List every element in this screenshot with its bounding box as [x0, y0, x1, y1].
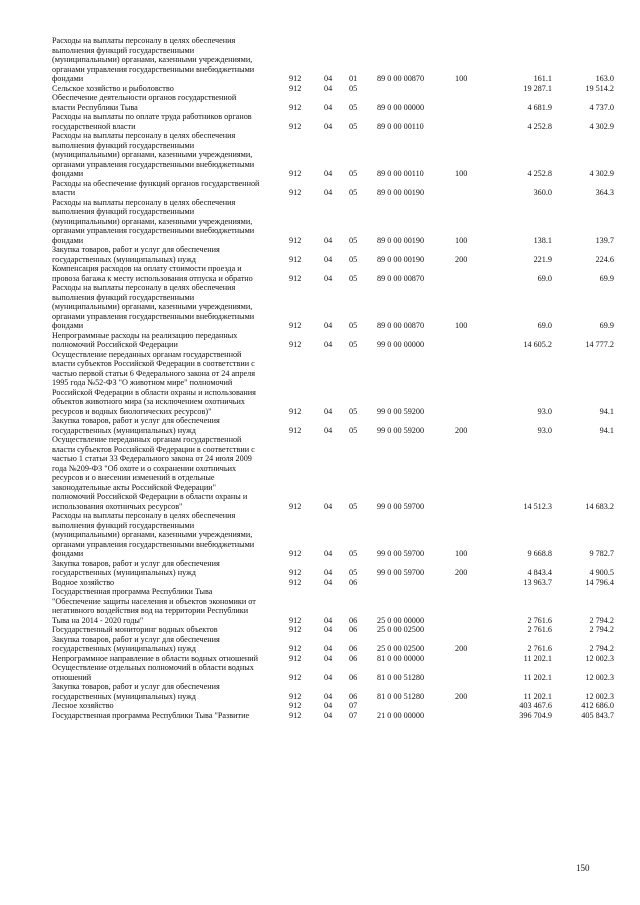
- table-row: [0, 587, 640, 625]
- section-code: 04: [324, 102, 333, 112]
- target-article-code: 89 0 00 00000: [377, 102, 425, 112]
- table-row: [0, 511, 640, 559]
- description-line: Осуществление переданных органам государственной: [52, 349, 242, 359]
- row-description: [52, 511, 280, 559]
- description-line: Расходы на выплаты персоналу в целях обеспечения: [52, 511, 236, 520]
- expense-type-code: 200: [455, 691, 468, 701]
- description-line: провоза багажа к месту использования отпуска и обратно: [52, 273, 253, 283]
- description-line: Закупка товаров, работ и услуг для обеспечения: [52, 245, 220, 254]
- table-row: [0, 350, 640, 417]
- table-row: [0, 179, 640, 198]
- description-line: Расходы на выплаты персоналу в целях обеспечения: [52, 36, 236, 45]
- grbs-code: 912: [289, 710, 302, 720]
- description-line: власти субъектов Российской Федерации в соответствии с: [52, 359, 255, 368]
- grbs-code: 912: [289, 340, 302, 349]
- section-code: 04: [324, 321, 333, 330]
- amount-year-2: 412 686.0: [581, 701, 614, 710]
- grbs-code: 912: [289, 83, 302, 93]
- target-article-code: 81 0 00 51280: [377, 691, 425, 701]
- row-description: [52, 635, 280, 654]
- amount-year-1: 360.0: [533, 188, 552, 197]
- table-row: [0, 283, 640, 331]
- table-row: [0, 36, 640, 84]
- description-line: Непрограммные расходы на реализацию переданных: [52, 330, 238, 340]
- amount-year-1: 4 252.8: [527, 169, 552, 178]
- table-row: [0, 663, 640, 682]
- grbs-code: 912: [289, 701, 302, 710]
- section-code: 04: [324, 710, 333, 720]
- expense-type-code: 200: [455, 568, 468, 577]
- subsection-code: 06: [349, 577, 358, 587]
- description-line: года №209-ФЗ "Об охоте и о сохранении охотничьих: [52, 463, 237, 473]
- description-line: (муниципальными) органами, казенными учреждениями,: [52, 302, 253, 311]
- table-row: [0, 416, 640, 435]
- subsection-code: 05: [349, 235, 358, 245]
- grbs-code: 912: [289, 653, 302, 663]
- row-description: [52, 701, 280, 711]
- amount-year-1: 93.0: [537, 406, 552, 416]
- subsection-code: 06: [349, 653, 358, 663]
- amount-year-2: 14 777.2: [585, 340, 614, 349]
- amount-year-1: 9 668.8: [527, 549, 552, 558]
- amount-year-2: 163.0: [595, 74, 614, 83]
- expense-type-code: 200: [455, 425, 468, 435]
- section-code: 04: [324, 501, 333, 511]
- section-code: 04: [324, 273, 333, 283]
- row-description: [52, 435, 280, 511]
- table-row: [0, 131, 640, 179]
- row-description: [52, 559, 280, 578]
- section-code: 04: [324, 672, 333, 682]
- expense-type-code: 200: [455, 644, 468, 653]
- target-article-code: 89 0 00 00110: [377, 121, 424, 131]
- subsection-code: 06: [349, 672, 358, 682]
- row-description: [52, 84, 280, 94]
- target-article-code: 99 0 00 59200: [377, 425, 425, 435]
- amount-year-1: 11 202.1: [523, 653, 552, 663]
- description-line: фондами: [52, 321, 84, 330]
- table-row: [0, 625, 640, 635]
- description-line: Закупка товаров, работ и услуг для обеспечения: [52, 558, 220, 568]
- description-line: Государственная программа Республики Тыва: [52, 587, 213, 596]
- expense-type-code: 100: [455, 235, 468, 245]
- amount-year-1: 93.0: [537, 425, 552, 435]
- description-line: полномочий Российской Федерации в области охраны и: [52, 492, 248, 501]
- amount-year-1: 19 287.1: [523, 83, 552, 93]
- description-line: выполнения функций государственными: [52, 520, 195, 530]
- table-row: [0, 701, 640, 711]
- subsection-code: 07: [349, 710, 358, 720]
- description-line: Расходы на выплаты персоналу в целях обеспечения: [52, 131, 236, 140]
- grbs-code: 912: [289, 625, 302, 634]
- subsection-code: 07: [349, 701, 358, 710]
- section-code: 04: [324, 625, 333, 634]
- row-description: [52, 711, 280, 721]
- amount-year-1: 11 202.1: [523, 691, 552, 701]
- description-line: (муниципальными) органами, казенными учреждениями,: [52, 216, 253, 226]
- description-line: власти: [52, 188, 76, 197]
- description-line: выполнения функций государственными: [52, 45, 195, 55]
- grbs-code: 912: [289, 691, 302, 701]
- section-code: 04: [324, 568, 333, 577]
- table-row: [0, 682, 640, 701]
- expense-type-code: 200: [455, 254, 468, 264]
- section-code: 04: [324, 340, 333, 349]
- description-line: государственных (муниципальных) нужд: [52, 691, 196, 701]
- amount-year-2: 2 794.2: [589, 625, 614, 634]
- target-article-code: 89 0 00 00870: [377, 74, 425, 83]
- amount-year-1: 14 512.3: [523, 501, 552, 511]
- grbs-code: 912: [289, 321, 302, 330]
- grbs-code: 912: [289, 577, 302, 587]
- amount-year-1: 138.1: [533, 235, 552, 245]
- amount-year-2: 405 843.7: [581, 710, 614, 720]
- row-description: [52, 416, 280, 435]
- description-line: государственных (муниципальных) нужд: [52, 425, 196, 435]
- description-line: "Обеспечение защиты населения и объектов экономики от: [52, 596, 256, 606]
- row-description: [52, 179, 280, 198]
- row-description: [52, 131, 280, 179]
- grbs-code: 912: [289, 188, 302, 197]
- row-description: [52, 578, 280, 588]
- subsection-code: 05: [349, 188, 358, 197]
- description-line: ресурсов и водных биологических ресурсов)": [52, 406, 212, 416]
- grbs-code: 912: [289, 615, 302, 625]
- subsection-code: 06: [349, 615, 358, 625]
- description-line: отношений: [52, 672, 92, 682]
- amount-year-1: 14 605.2: [523, 340, 552, 349]
- page-number: 150: [576, 863, 590, 873]
- row-description: [52, 350, 280, 417]
- description-line: Государственная программа Республики Тыва "Развитие: [52, 710, 250, 720]
- grbs-code: 912: [289, 102, 302, 112]
- grbs-code: 912: [289, 74, 302, 83]
- description-line: (муниципальными) органами, казенными учреждениями,: [52, 150, 253, 159]
- description-line: Закупка товаров, работ и услуг для обеспечения: [52, 416, 220, 425]
- description-line: фондами: [52, 169, 84, 178]
- target-article-code: 25 0 00 02500: [377, 625, 425, 634]
- section-code: 04: [324, 549, 333, 558]
- amount-year-1: 4 252.8: [527, 121, 552, 131]
- table-row: [0, 654, 640, 664]
- amount-year-1: 2 761.6: [527, 644, 552, 653]
- amount-year-1: 69.0: [537, 321, 552, 330]
- description-line: органами управления государственными внебюджетными: [52, 539, 255, 549]
- target-article-code: 81 0 00 51280: [377, 672, 425, 682]
- section-code: 04: [324, 406, 333, 416]
- amount-year-2: 2 794.2: [589, 615, 614, 625]
- description-line: выполнения функций государственными: [52, 207, 195, 216]
- subsection-code: 05: [349, 425, 358, 435]
- amount-year-1: 2 761.6: [527, 625, 552, 634]
- target-article-code: 99 0 00 59700: [377, 501, 425, 511]
- table-row: [0, 112, 640, 131]
- target-article-code: 99 0 00 59200: [377, 406, 425, 416]
- description-line: Тыва на 2014 - 2020 годы": [52, 615, 144, 625]
- description-line: полномочий Российской Федерации: [52, 340, 178, 349]
- target-article-code: 89 0 00 00870: [377, 273, 425, 283]
- grbs-code: 912: [289, 549, 302, 558]
- amount-year-2: 4 900.5: [589, 568, 614, 577]
- target-article-code: 89 0 00 00190: [377, 188, 425, 197]
- target-article-code: 25 0 00 02500: [377, 644, 425, 653]
- grbs-code: 912: [289, 406, 302, 416]
- section-code: 04: [324, 74, 333, 83]
- subsection-code: 01: [349, 74, 358, 83]
- description-line: частью первой статьи 6 Федерального закона от 24 апреля: [52, 368, 256, 378]
- section-code: 04: [324, 653, 333, 663]
- row-description: [52, 36, 280, 84]
- subsection-code: 05: [349, 169, 358, 178]
- amount-year-2: 69.9: [599, 273, 614, 283]
- table-row: [0, 264, 640, 283]
- target-article-code: 99 0 00 00000: [377, 340, 425, 349]
- amount-year-2: 4 302.9: [589, 121, 614, 131]
- amount-year-2: 94.1: [599, 425, 614, 435]
- description-line: Закупка товаров, работ и услуг для обеспечения: [52, 682, 220, 691]
- target-article-code: 99 0 00 59700: [377, 568, 425, 577]
- description-line: Российской Федерации в области охраны и использования: [52, 387, 256, 397]
- description-line: законодательные акты Российской Федерации": [52, 482, 216, 492]
- grbs-code: 912: [289, 169, 302, 178]
- description-line: фондами: [52, 235, 84, 245]
- table-row: [0, 578, 640, 588]
- subsection-code: 05: [349, 549, 358, 558]
- description-line: (муниципальными) органами, казенными учреждениями,: [52, 55, 253, 64]
- subsection-code: 05: [349, 273, 358, 283]
- description-line: ресурсов и о внесении изменений в отдельные: [52, 473, 215, 482]
- grbs-code: 912: [289, 644, 302, 653]
- amount-year-2: 9 782.7: [589, 549, 614, 558]
- grbs-code: 912: [289, 568, 302, 577]
- description-line: объектов животного мира (за исключением охотничьих: [52, 397, 246, 406]
- table-row: [0, 635, 640, 654]
- subsection-code: 05: [349, 406, 358, 416]
- amount-year-2: 364.3: [595, 188, 614, 197]
- row-description: [52, 625, 280, 635]
- target-article-code: 21 0 00 00000: [377, 710, 425, 720]
- section-code: 04: [324, 235, 333, 245]
- subsection-code: 05: [349, 501, 358, 511]
- expense-type-code: 100: [455, 549, 468, 558]
- description-line: государственных (муниципальных) нужд: [52, 568, 196, 577]
- amount-year-2: 4 737.0: [589, 102, 614, 112]
- subsection-code: 05: [349, 121, 358, 131]
- row-description: [52, 663, 280, 682]
- table-row: [0, 331, 640, 350]
- description-line: выполнения функций государственными: [52, 292, 195, 302]
- amount-year-2: 19 514.2: [585, 83, 614, 93]
- grbs-code: 912: [289, 672, 302, 682]
- subsection-code: 05: [349, 568, 358, 577]
- amount-year-2: 4 302.9: [589, 169, 614, 178]
- amount-year-1: 396 704.9: [519, 710, 552, 720]
- subsection-code: 06: [349, 625, 358, 634]
- table-row: [0, 245, 640, 264]
- table-row: [0, 84, 640, 94]
- subsection-code: 05: [349, 340, 358, 349]
- amount-year-1: 403 467.6: [519, 701, 552, 710]
- target-article-code: 99 0 00 59700: [377, 549, 425, 558]
- amount-year-2: 69.9: [599, 321, 614, 330]
- section-code: 04: [324, 701, 333, 710]
- grbs-code: 912: [289, 501, 302, 511]
- description-line: (муниципальными) органами, казенными учреждениями,: [52, 530, 253, 539]
- target-article-code: 89 0 00 00870: [377, 321, 425, 330]
- table-row: [0, 711, 640, 721]
- description-line: Обеспечение деятельности органов государственной: [52, 93, 237, 102]
- description-line: Компенсация расходов на оплату стоимости проезда и: [52, 264, 242, 273]
- expense-type-code: 100: [455, 169, 468, 178]
- amount-year-2: 94.1: [599, 406, 614, 416]
- target-article-code: 89 0 00 00190: [377, 235, 425, 245]
- row-description: [52, 331, 280, 350]
- amount-year-1: 2 761.6: [527, 615, 552, 625]
- description-line: Расходы на обеспечение функций органов государственной: [52, 178, 260, 188]
- description-line: Осуществление переданных органам государственной: [52, 435, 242, 444]
- section-code: 04: [324, 169, 333, 178]
- description-line: государственной власти: [52, 121, 136, 131]
- amount-year-2: 2 794.2: [589, 644, 614, 653]
- table-row: [0, 435, 640, 511]
- section-code: 04: [324, 83, 333, 93]
- description-line: частью 1 статьи 33 Федерального закона от 24 июля 2009: [52, 454, 252, 463]
- target-article-code: 25 0 00 00000: [377, 615, 425, 625]
- description-line: Расходы на выплаты персоналу в целях обеспечения: [52, 197, 236, 207]
- description-line: Водное хозяйство: [52, 577, 115, 587]
- target-article-code: 89 0 00 00190: [377, 254, 425, 264]
- row-description: [52, 654, 280, 664]
- description-line: органами управления государственными внебюджетными: [52, 159, 255, 169]
- subsection-code: 05: [349, 83, 358, 93]
- amount-year-2: 224.6: [595, 254, 614, 264]
- table-row: [0, 198, 640, 246]
- section-code: 04: [324, 254, 333, 264]
- row-description: [52, 283, 280, 331]
- description-line: государственных (муниципальных) нужд: [52, 644, 196, 653]
- description-line: власти субъектов Российской Федерации в соответствии с: [52, 444, 255, 454]
- section-code: 04: [324, 425, 333, 435]
- table-row: [0, 93, 640, 112]
- description-line: фондами: [52, 74, 84, 83]
- row-description: [52, 587, 280, 625]
- grbs-code: 912: [289, 254, 302, 264]
- amount-year-1: 13 963.7: [523, 577, 552, 587]
- subsection-code: 06: [349, 644, 358, 653]
- description-line: выполнения функций государственными: [52, 140, 195, 150]
- section-code: 04: [324, 644, 333, 653]
- amount-year-1: 11 202.1: [523, 672, 552, 682]
- grbs-code: 912: [289, 235, 302, 245]
- description-line: Лесное хозяйство: [52, 701, 114, 710]
- description-line: Закупка товаров, работ и услуг для обеспечения: [52, 634, 220, 644]
- subsection-code: 05: [349, 321, 358, 330]
- subsection-code: 05: [349, 254, 358, 264]
- expense-type-code: 100: [455, 321, 468, 330]
- grbs-code: 912: [289, 425, 302, 435]
- table-row: [0, 559, 640, 578]
- amount-year-2: 14 683.2: [585, 501, 614, 511]
- description-line: государственных (муниципальных) нужд: [52, 254, 196, 264]
- description-line: власти Республики Тыва: [52, 102, 138, 112]
- grbs-code: 912: [289, 273, 302, 283]
- amount-year-1: 4 681.9: [527, 102, 552, 112]
- row-description: [52, 264, 280, 283]
- row-description: [52, 112, 280, 131]
- description-line: органами управления государственными внебюджетными: [52, 226, 255, 235]
- description-line: 1995 года №52-ФЗ "О животном мире" полномочий: [52, 378, 233, 387]
- description-line: фондами: [52, 549, 84, 558]
- section-code: 04: [324, 615, 333, 625]
- amount-year-1: 69.0: [537, 273, 552, 283]
- amount-year-2: 12 002.3: [585, 653, 614, 663]
- grbs-code: 912: [289, 121, 302, 131]
- description-line: Расходы на выплаты персоналу в целях обеспечения: [52, 283, 236, 292]
- amount-year-2: 14 796.4: [585, 577, 614, 587]
- description-line: Расходы на выплаты по оплате труда работников органов: [52, 112, 252, 121]
- amount-year-2: 12 002.3: [585, 691, 614, 701]
- description-line: Сельское хозяйство и рыболовство: [52, 83, 174, 93]
- description-line: Государственный мониторинг водных объектов: [52, 625, 218, 634]
- section-code: 04: [324, 121, 333, 131]
- amount-year-1: 161.1: [533, 74, 552, 83]
- row-description: [52, 682, 280, 701]
- subsection-code: 06: [349, 691, 358, 701]
- section-code: 04: [324, 577, 333, 587]
- description-line: негативного воздействия вод на территории Республики: [52, 606, 249, 615]
- description-line: использования охотничьих ресурсов": [52, 501, 183, 511]
- amount-year-2: 139.7: [595, 235, 614, 245]
- description-line: органами управления государственными внебюджетными: [52, 311, 255, 321]
- description-line: органами управления государственными внебюджетными: [52, 64, 255, 74]
- row-description: [52, 198, 280, 246]
- amount-year-2: 12 002.3: [585, 672, 614, 682]
- target-article-code: 89 0 00 00110: [377, 169, 424, 178]
- section-code: 04: [324, 188, 333, 197]
- section-code: 04: [324, 691, 333, 701]
- target-article-code: 81 0 00 00000: [377, 653, 425, 663]
- amount-year-1: 221.9: [533, 254, 552, 264]
- amount-year-1: 4 843.4: [527, 568, 552, 577]
- expense-type-code: 100: [455, 74, 468, 83]
- subsection-code: 05: [349, 102, 358, 112]
- description-line: Осуществление отдельных полномочий в области водных: [52, 663, 254, 672]
- description-line: Непрограммное направление в области водных отношений: [52, 653, 259, 663]
- row-description: [52, 93, 280, 112]
- row-description: [52, 245, 280, 264]
